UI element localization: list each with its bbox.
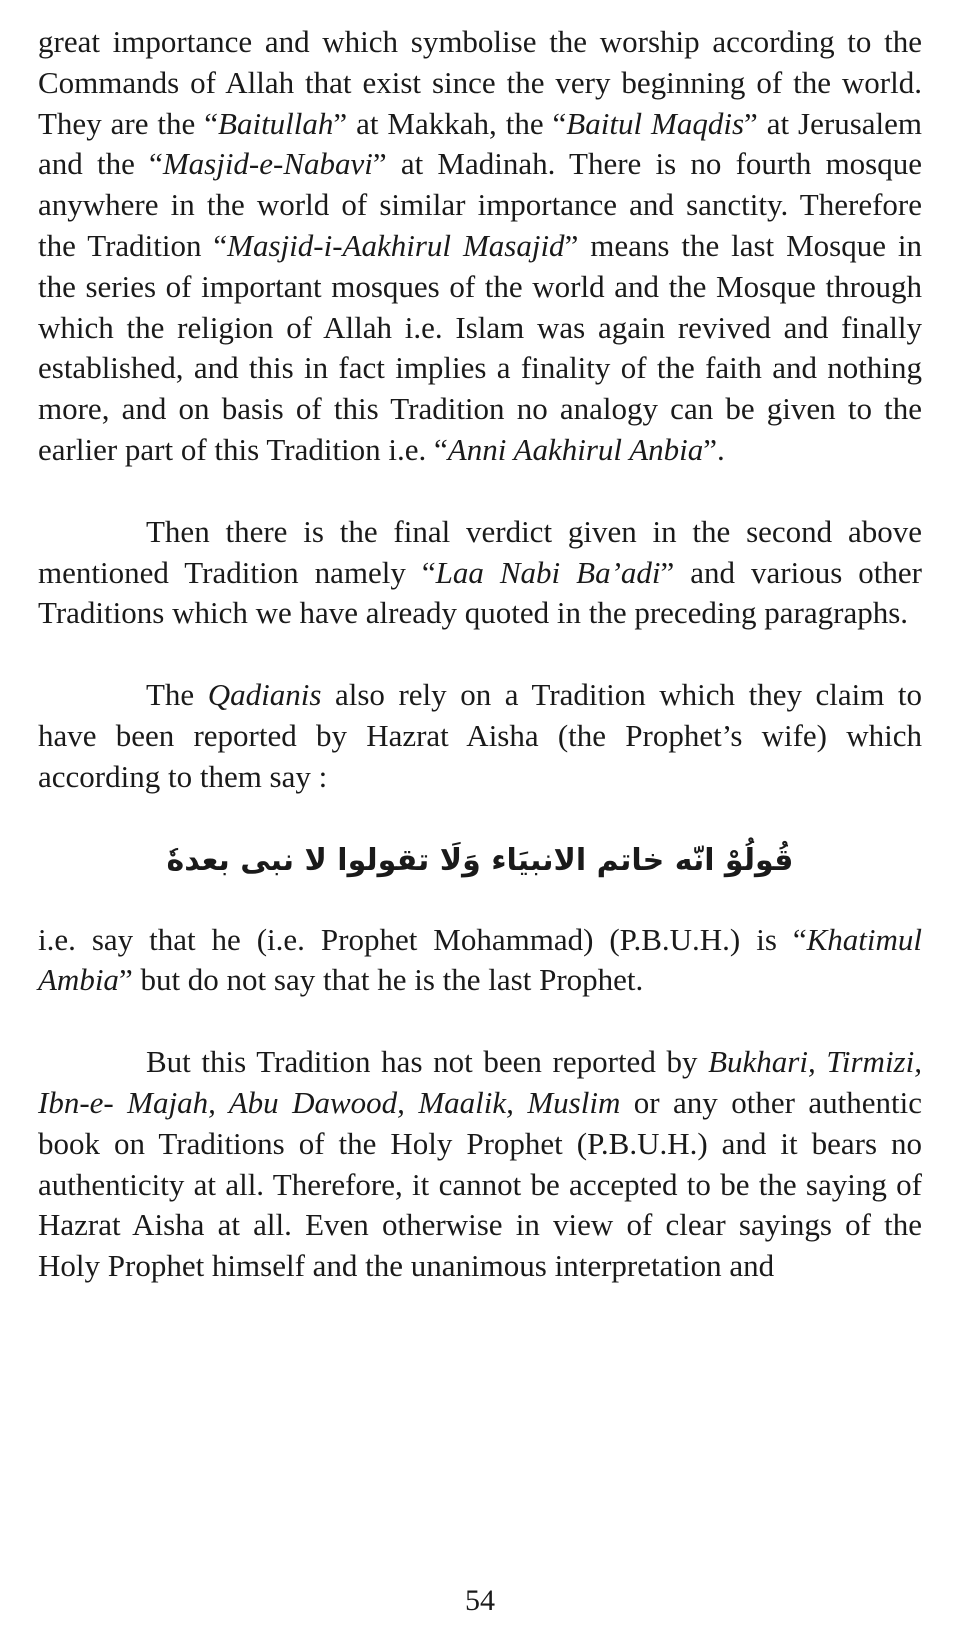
text-run: great importance and which symbolise the worship according to the Commands of Allah that exist since the very beginning of the world. They are the “: [38, 24, 922, 141]
text-run: ” at Makkah, the “: [333, 105, 567, 141]
italic-term: Laa Nabi Ba’adi: [435, 554, 661, 590]
paragraph-translation: [38, 920, 922, 1002]
arabic-quote: قُولُوْ انّه خاتم الانبيَاء وَلَا تقولوا لا نبى بعدهٗ: [166, 842, 794, 878]
paragraph-final-verdict: [38, 512, 922, 634]
text-run: ” but do not say that he is the last Prophet.: [118, 962, 644, 998]
italic-term: Baitullah: [218, 105, 334, 141]
paragraph-authenticity: [38, 1042, 922, 1287]
text-run: ” and various other Traditions which we have already quoted in the preceding paragraphs.: [38, 554, 923, 631]
text-run: But this Tradition has not been reported by: [146, 1044, 709, 1080]
text-run: ” at Jerusalem and the “: [38, 105, 923, 182]
paragraph-qadianis: [38, 675, 922, 797]
text-run: ”.: [703, 431, 725, 467]
italic-term: Baitul Maqdis: [566, 105, 745, 141]
text-run: The: [146, 677, 208, 713]
page-body: [38, 22, 922, 1287]
text-run: also rely on a Tradition which they claim to have been reported by Hazrat Aisha (the Prophet’s wife) which according to them say :: [38, 677, 923, 794]
paragraph-mosques: [38, 22, 922, 471]
text-run: or any other authentic book on Traditions of the Holy Prophet (P.B.U.H.) and it bears no authenticity at all. Therefore, it cannot be accepted to be the saying of Hazrat Aisha at all. Even otherwise in view of clear sayings of the Holy Prophet himself and the unanimous interpretation and: [38, 1084, 922, 1284]
italic-term: Masjid-e-Nabavi: [162, 146, 373, 182]
italic-term: Qadianis: [207, 677, 322, 713]
page-number: 54: [465, 1584, 495, 1617]
text-run: ” at Madinah. There is no fourth mosque anywhere in the world of similar importance and sanctity. Therefore the Tradition “: [38, 146, 923, 263]
text-run: Then there is the final verdict given in the second above mentioned Tradition namely “: [38, 513, 922, 590]
italic-term: Bukhari, Tirmizi, Ibn-e- Majah, Abu Dawood, Maalik, Muslim: [38, 1044, 922, 1120]
text-run: ” means the last Mosque in the series of important mosques of the world and the Mosque through which the religion of Allah i.e. Islam was again revived and finally established, and this in fact implies a finality of the faith and nothing more, and on basis of this Tradition no analogy can be given to the earlier part of this Tradition i.e. “: [38, 227, 922, 467]
text-run: i.e. say that he (i.e. Prophet Mohammad) (P.B.U.H.) is “: [38, 921, 807, 957]
italic-term: Masjid-i-Aakhirul Masajid: [227, 227, 565, 263]
italic-term: Khatimul Ambia: [38, 921, 922, 998]
italic-term: Anni Aakhirul Anbia: [447, 431, 704, 467]
